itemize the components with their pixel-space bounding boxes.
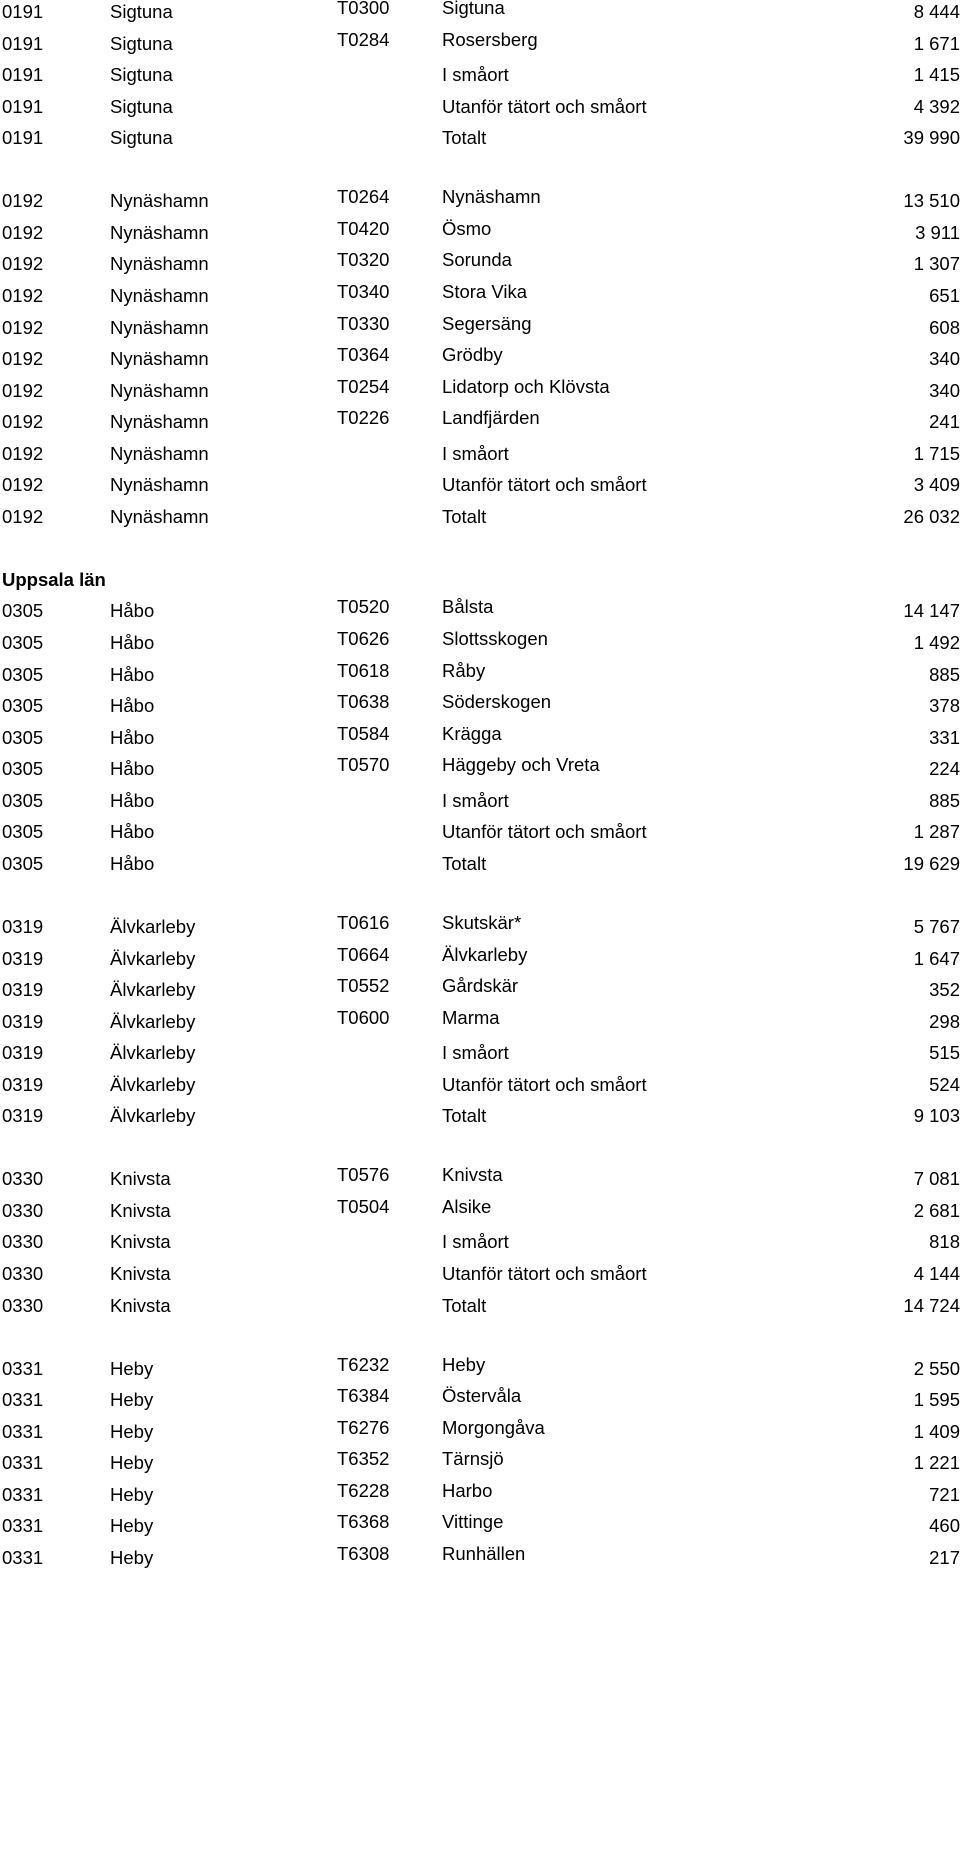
locality-id: T0552	[337, 975, 390, 997]
municipality-name: Nynäshamn	[110, 411, 209, 433]
locality-id: T0616	[337, 911, 390, 933]
locality-id: T6228	[337, 1479, 390, 1501]
municipality-code: 0330	[2, 1199, 44, 1221]
population-value: 352	[929, 979, 960, 1001]
municipality-name: Älvkarleby	[110, 979, 196, 1001]
locality-id: T6384	[337, 1385, 390, 1407]
locality-name: Totalt	[442, 127, 487, 149]
municipality-code: 0192	[2, 505, 44, 527]
table-row	[0, 405, 960, 439]
municipality-code: 0305	[2, 632, 44, 653]
locality-id: T0570	[337, 754, 390, 776]
municipality-code: 0192	[2, 221, 44, 243]
table-row	[0, 1099, 960, 1133]
locality-name: Totalt	[442, 505, 487, 527]
locality-name: Utanför tätort och småort	[442, 1073, 647, 1095]
municipality-name: Älvkarleby	[110, 1042, 196, 1064]
municipality-name: Sigtuna	[110, 1, 173, 22]
locality-name: Marma	[442, 1006, 500, 1028]
population-value: 1 415	[913, 64, 960, 86]
municipality-name: Nynäshamn	[110, 253, 209, 275]
table-row	[0, 1005, 960, 1039]
population-value: 224	[929, 758, 960, 780]
population-value: 8 444	[913, 1, 960, 22]
locality-name: Grödby	[442, 344, 503, 366]
population-value: 9 103	[913, 1105, 960, 1127]
municipality-name: Håbo	[110, 789, 155, 811]
population-value: 651	[929, 284, 960, 306]
municipality-name: Nynäshamn	[110, 348, 209, 370]
locality-name: Slottsskogen	[442, 628, 548, 649]
municipality-name: Knivsta	[110, 1231, 171, 1253]
population-value: 818	[929, 1231, 960, 1253]
municipality-code: 0331	[2, 1483, 44, 1505]
locality-name: Gårdskär	[442, 975, 519, 997]
locality-name: Harbo	[442, 1479, 493, 1501]
locality-name: I småort	[442, 1042, 509, 1064]
population-value: 515	[929, 1042, 960, 1064]
municipality-code: 0319	[2, 1042, 44, 1064]
population-value: 39 990	[903, 127, 960, 149]
locality-id: T0618	[337, 659, 390, 681]
locality-name: I småort	[442, 442, 509, 464]
locality-name: I småort	[442, 1231, 509, 1253]
population-value: 608	[929, 316, 960, 338]
municipality-code: 0330	[2, 1294, 44, 1316]
municipality-name: Heby	[110, 1389, 154, 1411]
municipality-name: Nynäshamn	[110, 190, 209, 212]
municipality-code: 0305	[2, 789, 44, 811]
locality-id: T0584	[337, 722, 390, 744]
table-row	[0, 58, 960, 92]
municipality-code: 0319	[2, 979, 44, 1001]
locality-id: T0520	[337, 596, 390, 618]
population-value: 7 081	[913, 1168, 960, 1190]
population-value: 885	[929, 789, 960, 811]
table-row	[0, 847, 960, 881]
municipality-name: Älvkarleby	[110, 1105, 196, 1127]
table-row	[0, 90, 960, 124]
population-value: 1 287	[913, 821, 960, 843]
population-value: 524	[929, 1073, 960, 1095]
population-value: 331	[929, 726, 960, 748]
municipality-code: 0192	[2, 253, 44, 275]
municipality-name: Sigtuna	[110, 127, 173, 149]
table-row	[0, 437, 960, 471]
table-row	[0, 1036, 960, 1070]
locality-name: Tärnsjö	[442, 1448, 504, 1470]
county-heading: Uppsala län	[2, 568, 106, 590]
locality-name: Sigtuna	[442, 0, 505, 18]
locality-id: T6352	[337, 1448, 390, 1470]
municipality-name: Håbo	[110, 663, 155, 685]
locality-id: T0284	[337, 28, 390, 50]
population-value: 4 144	[913, 1263, 960, 1284]
locality-name: Söderskogen	[442, 691, 552, 713]
municipality-code: 0319	[2, 1105, 44, 1127]
table-row	[0, 1541, 960, 1575]
table-row	[0, 1257, 960, 1291]
municipality-name: Håbo	[110, 632, 155, 653]
municipality-code: 0330	[2, 1263, 44, 1284]
population-value: 14 147	[903, 600, 960, 622]
population-value: 1 492	[913, 632, 960, 653]
municipality-name: Knivsta	[110, 1168, 171, 1190]
municipality-name: Heby	[110, 1357, 154, 1379]
population-value: 5 767	[913, 915, 960, 937]
municipality-name: Nynäshamn	[110, 284, 209, 306]
table-row	[0, 1194, 960, 1228]
table-row	[0, 500, 960, 534]
locality-id: T6368	[337, 1511, 390, 1533]
municipality-name: Heby	[110, 1546, 154, 1568]
locality-name: Ösmo	[442, 217, 492, 239]
municipality-code: 0305	[2, 600, 44, 622]
locality-name: Sorunda	[442, 249, 512, 271]
municipality-code: 0192	[2, 442, 44, 464]
population-value: 460	[929, 1515, 960, 1537]
municipality-code: 0331	[2, 1420, 44, 1442]
municipality-code: 0331	[2, 1546, 44, 1568]
municipality-name: Nynäshamn	[110, 505, 209, 527]
municipality-code: 0331	[2, 1389, 44, 1411]
table-row	[0, 1289, 960, 1323]
municipality-name: Älvkarleby	[110, 947, 196, 969]
population-value: 26 032	[903, 505, 960, 527]
table-row	[0, 121, 960, 155]
locality-name: Nynäshamn	[442, 186, 541, 208]
municipality-name: Heby	[110, 1483, 154, 1505]
locality-name: Segersäng	[442, 312, 532, 334]
locality-id: T6276	[337, 1416, 390, 1438]
locality-id: T6308	[337, 1542, 390, 1564]
population-value: 3 911	[915, 221, 960, 243]
locality-id: T0638	[337, 691, 390, 713]
locality-name: Runhällen	[442, 1542, 526, 1564]
municipality-name: Håbo	[110, 821, 155, 843]
municipality-code: 0191	[2, 95, 44, 117]
municipality-name: Knivsta	[110, 1294, 171, 1316]
population-value: 217	[929, 1546, 960, 1568]
locality-name: Totalt	[442, 1105, 487, 1127]
table-row	[0, 27, 960, 61]
table-row	[0, 784, 960, 818]
locality-id: T6232	[337, 1353, 390, 1375]
municipality-code: 0331	[2, 1515, 44, 1537]
municipality-code: 0319	[2, 1010, 44, 1032]
locality-name: Rosersberg	[442, 28, 538, 50]
municipality-code: 0192	[2, 411, 44, 433]
locality-name: I småort	[442, 64, 509, 86]
locality-id: T0504	[337, 1195, 390, 1217]
municipality-name: Nynäshamn	[110, 316, 209, 338]
table-row	[0, 1225, 960, 1259]
municipality-code: 0192	[2, 474, 44, 496]
municipality-code: 0330	[2, 1231, 44, 1253]
population-value: 340	[929, 379, 960, 401]
population-value: 241	[929, 411, 960, 433]
locality-name: Vittinge	[442, 1511, 504, 1533]
municipality-code: 0192	[2, 284, 44, 306]
locality-name: Stora Vika	[442, 280, 528, 302]
locality-name: Råby	[442, 659, 486, 681]
locality-name: Alsike	[442, 1195, 492, 1217]
municipality-code: 0319	[2, 947, 44, 969]
municipality-code: 0331	[2, 1452, 44, 1474]
municipality-name: Håbo	[110, 726, 155, 748]
municipality-name: Nynäshamn	[110, 442, 209, 464]
population-value: 13 510	[903, 190, 960, 212]
population-value: 2 681	[913, 1199, 960, 1221]
municipality-name: Sigtuna	[110, 95, 173, 117]
population-value: 1 307	[913, 253, 960, 275]
municipality-code: 0330	[2, 1168, 44, 1190]
municipality-name: Älvkarleby	[110, 915, 196, 937]
locality-name: Heby	[442, 1353, 486, 1375]
municipality-code: 0191	[2, 64, 44, 86]
population-value: 1 715	[913, 442, 960, 464]
municipality-code: 0305	[2, 726, 44, 748]
locality-name: Utanför tätort och småort	[442, 1263, 647, 1284]
locality-id: T0600	[337, 1006, 390, 1028]
municipality-name: Knivsta	[110, 1199, 171, 1221]
locality-name: Totalt	[442, 852, 487, 874]
municipality-name: Heby	[110, 1452, 154, 1474]
locality-name: Morgongåva	[442, 1416, 545, 1438]
population-value: 19 629	[903, 852, 960, 874]
municipality-code: 0191	[2, 1, 44, 22]
municipality-name: Håbo	[110, 600, 155, 622]
municipality-name: Nynäshamn	[110, 379, 209, 401]
population-value: 721	[929, 1483, 960, 1505]
municipality-code: 0192	[2, 316, 44, 338]
municipality-name: Älvkarleby	[110, 1073, 196, 1095]
municipality-code: 0305	[2, 852, 44, 874]
locality-id: T0320	[337, 249, 390, 271]
locality-name: Landfjärden	[442, 407, 540, 429]
locality-name: Bålsta	[442, 596, 494, 618]
locality-name: Knivsta	[442, 1164, 503, 1186]
municipality-code: 0192	[2, 348, 44, 370]
table-row	[0, 815, 960, 849]
locality-name: Krägga	[442, 722, 502, 744]
locality-id: T0664	[337, 943, 390, 965]
locality-id: T0364	[337, 344, 390, 366]
population-value: 1 647	[913, 947, 960, 969]
municipality-code: 0191	[2, 32, 44, 54]
municipality-name: Nynäshamn	[110, 221, 209, 243]
locality-name: I småort	[442, 789, 509, 811]
table-row	[0, 752, 960, 786]
locality-id: T0576	[337, 1164, 390, 1186]
municipality-code: 0192	[2, 379, 44, 401]
locality-name: Häggeby och Vreta	[442, 754, 600, 776]
population-value: 14 724	[903, 1294, 960, 1316]
locality-name: Älvkarleby	[442, 943, 528, 965]
locality-name: Lidatorp och Klövsta	[442, 375, 610, 397]
population-value: 378	[929, 695, 960, 717]
population-value: 4 392	[913, 95, 960, 117]
municipality-code: 0305	[2, 695, 44, 717]
locality-id: T0264	[337, 186, 390, 208]
locality-name: Skutskär*	[442, 911, 522, 933]
municipality-name: Knivsta	[110, 1263, 171, 1284]
municipality-code: 0319	[2, 915, 44, 937]
population-value: 3 409	[913, 474, 960, 496]
population-value: 298	[929, 1010, 960, 1032]
municipality-code: 0305	[2, 758, 44, 780]
locality-name: Totalt	[442, 1294, 487, 1316]
municipality-code: 0305	[2, 821, 44, 843]
population-value: 1 595	[913, 1389, 960, 1411]
municipality-name: Älvkarleby	[110, 1010, 196, 1032]
municipality-name: Sigtuna	[110, 32, 173, 54]
municipality-name: Sigtuna	[110, 64, 173, 86]
municipality-code: 0192	[2, 190, 44, 212]
municipality-name: Nynäshamn	[110, 474, 209, 496]
municipality-code: 0331	[2, 1357, 44, 1379]
locality-id: T0420	[337, 217, 390, 239]
municipality-code: 0305	[2, 663, 44, 685]
locality-id: T0226	[337, 407, 390, 429]
municipality-name: Håbo	[110, 852, 155, 874]
locality-id: T0254	[337, 375, 390, 397]
municipality-name: Heby	[110, 1420, 154, 1442]
municipality-code: 0319	[2, 1073, 44, 1095]
municipality-name: Håbo	[110, 758, 155, 780]
locality-name: Utanför tätort och småort	[442, 95, 647, 117]
locality-id: T0330	[337, 312, 390, 334]
population-value: 340	[929, 348, 960, 370]
population-value: 885	[929, 663, 960, 685]
municipality-name: Håbo	[110, 695, 155, 717]
population-value: 2 550	[913, 1357, 960, 1379]
table-row	[0, 468, 960, 502]
locality-id: T0340	[337, 280, 390, 302]
population-value: 1 671	[913, 32, 960, 54]
municipality-code: 0191	[2, 127, 44, 149]
locality-name: Utanför tätort och småort	[442, 821, 647, 843]
population-value: 1 409	[913, 1420, 960, 1442]
table-row	[0, 1068, 960, 1102]
municipality-name: Heby	[110, 1515, 154, 1537]
locality-name: Östervåla	[442, 1385, 522, 1407]
population-value: 1 221	[913, 1452, 960, 1474]
locality-id: T0626	[337, 628, 390, 649]
locality-id: T0300	[337, 0, 390, 18]
locality-name: Utanför tätort och småort	[442, 474, 647, 496]
